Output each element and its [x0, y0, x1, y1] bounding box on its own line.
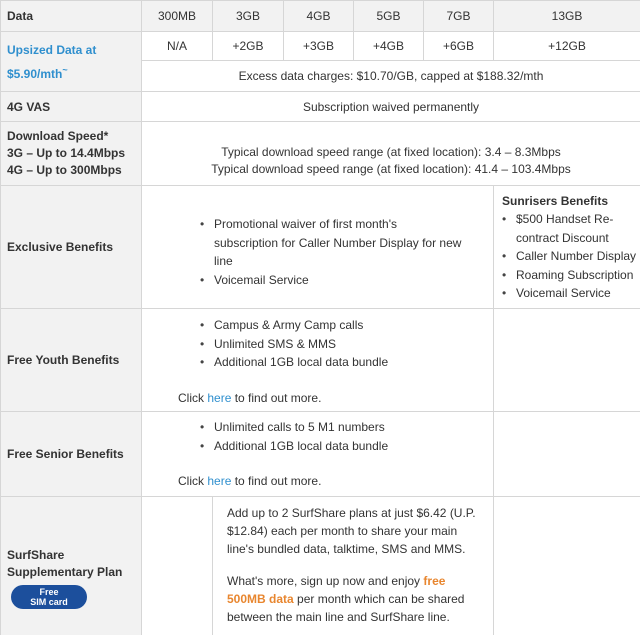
sunrisers-title: Sunrisers Benefits	[502, 194, 609, 208]
surfshare-label-line1: SurfShare	[7, 548, 65, 562]
upsized-label	[1, 32, 142, 92]
senior-click-pre: Click	[178, 474, 208, 488]
upsized-label-sup: ~	[62, 64, 68, 75]
list-item: • Unlimited SMS & MMS	[192, 335, 493, 354]
surfshare-para2	[213, 572, 493, 626]
exclusive-label: Exclusive Benefits	[1, 186, 142, 309]
list-item: • Additional 1GB local data bundle	[192, 353, 493, 372]
exclusive-benefits	[142, 186, 494, 309]
download-label-title: Download Speed*	[7, 129, 109, 143]
vas-label: 4G VAS	[1, 92, 142, 122]
surfshare-para2-post: per month which can be shared between the main line and SurfShare line.	[227, 592, 465, 624]
senior-more	[170, 473, 493, 489]
sunrisers-benefits	[494, 186, 640, 309]
upsized-4gb: +3GB	[284, 32, 354, 61]
exclusive-list	[170, 215, 493, 289]
list-item: • $500 Handset Re-contract Discount	[494, 210, 640, 247]
senior-empty-cell	[494, 412, 640, 497]
surfshare-label	[1, 497, 142, 635]
download-row	[1, 122, 640, 186]
sunrisers-list	[494, 210, 640, 303]
download-3g-range: Typical download speed range (at fixed location): 3.4 – 8.3Mbps	[221, 144, 561, 159]
youth-click-pre: Click	[178, 390, 208, 405]
excess-charges: Excess data charges: $10.70/GB, capped at $188.32/mth	[142, 61, 640, 92]
upsized-13gb: +12GB	[494, 32, 640, 61]
senior-click-post: to find out more.	[231, 474, 322, 488]
download-4g-range: Typical download speed range (at fixed location): 41.4 – 103.4Mbps	[211, 161, 571, 176]
youth-benefits	[142, 309, 494, 412]
list-item: • Voicemail Service	[494, 284, 640, 303]
upsized-3gb: +2GB	[213, 32, 284, 61]
upsized-300mb: N/A	[142, 32, 213, 61]
senior-label: Free Senior Benefits	[1, 412, 142, 497]
upsized-label-price: $5.90/mth	[7, 66, 63, 81]
senior-here-link[interactable]: here	[207, 474, 232, 488]
youth-more	[170, 390, 493, 406]
list-item: • Caller Number Display	[494, 247, 640, 266]
list-item: • Voicemail Service	[192, 271, 493, 290]
list-item: • Additional 1GB local data bundle	[192, 437, 493, 456]
youth-empty-cell	[494, 309, 640, 412]
youth-here-link[interactable]: here	[207, 390, 232, 405]
list-item: • Campus & Army Camp calls	[192, 316, 493, 335]
youth-list	[170, 316, 493, 372]
senior-benefits	[142, 412, 494, 497]
list-item: • Unlimited calls to 5 M1 numbers	[192, 418, 493, 437]
senior-row	[1, 412, 640, 497]
list-item: • Roaming Subscription	[494, 266, 640, 285]
senior-list	[170, 418, 493, 455]
upsized-label-line1: Upsized Data at	[7, 42, 97, 57]
surfshare-row	[1, 497, 640, 635]
exclusive-row	[1, 186, 640, 309]
youth-label: Free Youth Benefits	[1, 309, 142, 412]
plan-7gb: 7GB	[424, 1, 494, 32]
upsized-7gb: +6GB	[424, 32, 494, 61]
upsized-row	[1, 32, 640, 61]
surfshare-details	[213, 497, 494, 635]
surfshare-empty-cell-right	[494, 497, 640, 635]
download-values	[142, 122, 640, 186]
badge-line1: Free	[39, 587, 59, 597]
free-sim-badge	[11, 585, 87, 609]
download-label	[1, 122, 142, 186]
upsized-5gb: +4GB	[354, 32, 424, 61]
vas-value: Subscription waived permanently	[142, 92, 640, 122]
surfshare-para2-pre: What's more, sign up now and enjoy	[227, 574, 424, 588]
download-label-3g: 3G – Up to 14.4Mbps	[7, 146, 126, 160]
youth-row	[1, 309, 640, 412]
download-label-4g: 4G – Up to 300Mbps	[7, 163, 122, 177]
badge-line2: SIM card	[30, 597, 68, 607]
surfshare-para1: Add up to 2 SurfShare plans at just $6.42 (U.P. $12.84) each per month to share your main line's bundled data, talktime, SMS and MMS.	[227, 506, 476, 556]
plan-300mb: 300MB	[142, 1, 213, 32]
youth-click-post: to find out more.	[231, 390, 322, 405]
header-row	[1, 1, 640, 32]
data-label: Data	[1, 1, 142, 32]
plan-13gb: 13GB	[494, 1, 640, 32]
surfshare-free-data: free 500MB data	[227, 574, 446, 606]
list-item: • Promotional waiver of first month's subscription for Caller Number Display for new line	[192, 215, 493, 271]
vas-row	[1, 92, 640, 122]
surfshare-label-line2: Supplementary Plan	[7, 565, 123, 579]
plan-4gb: 4GB	[284, 1, 354, 32]
plan-5gb: 5GB	[354, 1, 424, 32]
plan-3gb: 3GB	[213, 1, 284, 32]
surfshare-empty-cell-left	[142, 497, 213, 635]
